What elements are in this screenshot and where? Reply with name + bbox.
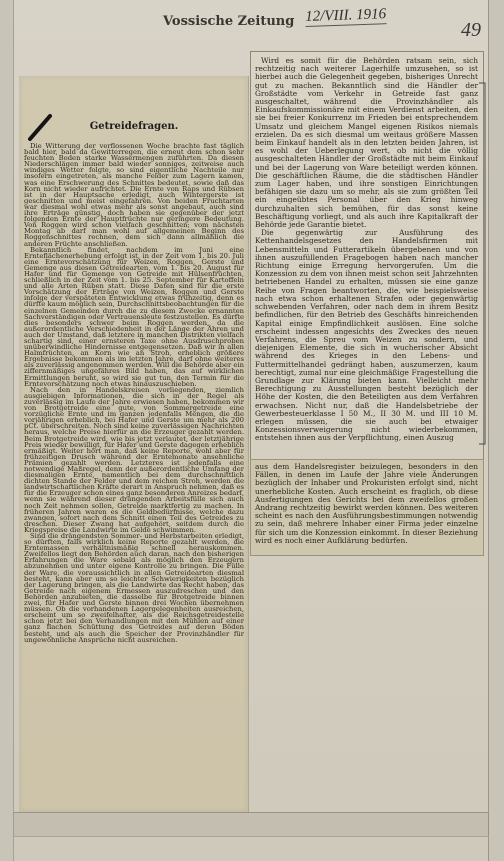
paragraph: Die gegenwärtig zur Ausführung des Kettenhandelsgesetzes den Handelsfirmen mit Lebensmitteln und Futterartikeln übergebenen und von ihnen auszufüllenden Fragebogen haben nach mancher Richtung einige Erregung hervorgerufen. Um die Konzession zu dem von ihnen meist schon seit Jahrzehnten betriebenen Handel zu erhalten, müssen sie eine ganze Reihe von Fragen beantworten, die, wie beispielsweise nach etwa schon erhaltenen Strafen oder gegenwärtig schwebenden Verfahren, oder nach dem in ihrem Besitz befindlichen, für den Betrieb des Geschäfts hinreichenden Kapital einige Empfindlichkeit auslösen. Eine solche erscheint indessen angesichts des Zweckes des neuen Verfahrens, die Spreu vom Weizen zu sondern, und diejenigen Elemente, die sich in wucherischer Absicht während des Krieges in den Lebens- und Futtermittelhandel gedrängt haben, auszumerzen, kaum berechtigt, zumal nur eine gleichmäßige Fragestellung die Grundlage zur Klärung bieten kann. Vielleicht mehr Berechtigung zu Ausstellungen besteht bezüglich der Höhe der Kosten, die den Beteiligten aus dem Verfahren erwachsen. Nicht nur, daß die Handelsbetriebe der Gewerbesteuerklasse I 50 M., II 30 M. und III 10 M. erlegen müssen, die sie auch bei etwaiger Konzessionsverweigerung nicht wiederbekommen, entstehen ihnen aus der Verpflichtung, einen Auszug: [255, 228, 478, 443]
handwritten-date: 12/VIII. 1916: [305, 6, 387, 25]
paragraph: Die Witterung der verflossenen Woche brachte fast täglich bald hier, bald da Gewitterregen, die erneut dem schon sehr feuchten Boden starke Wassermengen zuführten. Da diesen Niederschlägen immer bald wieder sonniges, zeitweise auch windiges Wetter folgte, so sind eigentliche Nachteile nur insofern eingetreten, als manche Felder zum Lagern kamen, was eine Erschwerung des Schnittes bedeutet, sowie daß das Korn nicht wieder aufrichtet. Die Ernte von Raps und Rübsen ist in der Hauptsache erledigt, auch Wintergerste ist geschnitten und meist eingefahren. Von beiden Fruchtarten war diesmal wohl etwas mehr als sonst angebaut, auch sind ihre Erträge günstig, doch haben sie gegenüber der jetzt folgenden Ernte der Hauptfrüchte nur geringere Bedeutung. Von Roggen wird schon vielfach geschnitten; vom nächsten Montag ab darf man wohl auf allgemeinen Beginn des Roggenschnittes rechnen, dem sich dann allmählich die anderen Früchte anschließen.: [24, 142, 244, 248]
fold-line: [13, 836, 489, 837]
paragraph: Nach den in Handelskreisen vorliegenden, ziemlich ausgiebigen Informationen, die sich in der Regel als zuverlässig im Laufe der Jahre erwiesen haben, bekommen wir von Brotgetreide eine gute, von Sommergetreide eine vorzügliche Ernte und im ganzen jedenfalls Mengen, die die vorjährigen erheblich, bei Hafer und Gerste um mehr als 200 pCt. überschreiten. Noch sind keine zuverlässigen Nachrichten heraus, welche Preise hierfür an die Erzeuger gezahlt werden. Beim Brotgetreide wird, wie bis jetzt verlautet, der letztjährige Preis wieder bewilligt, für Hafer und Gerste dagegen erheblich ermäßigt. Weiter hört man, daß keine Reporte, wohl aber für frühzeitigen Drusch während der Erntemonate ansehnliche Prämien gezahlt werden. Letzteres ist jedenfalls eine notwendige Maßregel, denn der außerordentliche Umfang der diesmaligen Ernte, namentlich bei dem durchschnittlich dichten Stande der Felder und dem reichen Stroh, werden die landwirtschaftlichen Kräfte derart in Anspruch nehmen, daß es für die Erzeuger schon eines ganz besonderen Anreizes bedarf, wenn sie während dieser drängenden Arbeitsfülle sich auch noch Zeit nehmen sollen, Getreide marktfertig zu machen. In früheren Jahren waren es die Geldbedürfnisse, welche dazu zwangen, sofort nach dem Schnitt einen Teil des Getreides zu dreschen. Dieser Zwang hat aufgehört, seitdem durch die Kriegspreise die Landwirte im Gelde schwimmen.: [24, 385, 244, 534]
margin-bracket-icon: [478, 82, 488, 446]
newspaper-masthead: Vossische Zeitung: [163, 14, 295, 29]
paragraph: Wird es somit für die Behörden ratsam sein, sich rechtzeitig nach weiterer Lagerhilfe umzusehen, so ist hierbei auch die Gelegenheit gegeben, bisheriges Unrecht gut zu machen. Bekanntlich sind die Händler der Großstädte vom Verkehr in Getreide fast ganz ausgeschaltet, während die Provinzhändler als Einkaufskommissionäre mit einem Verdienst arbeiten, den sie bei freier Konkurrenz im Frieden bei entsprechendem Umsatz und gleichem Mangel eigenen Risikos niemals erzielen. Da es sich diesmal um weitaus größere Massen beim Einkauf handelt als in den letzten beiden Jahren, ist es wohl der Ueberlegung wert, ob nicht die völlig ausgeschalteten Händler der Großstädte mit beim Einkauf und bei der Lagerung von Ware beteiligt werden können. Die geschäftlichen Räume, die die städtischen Händler zum Lager haben, und ihre sonstigen Einrichtungen befähigen sie dazu um so mehr, als sie zum größten Teil ein eingeübtes Personal über den Krieg hinweg durchzuhalten sich bemühen, für das sonst keine Beschäftigung vorliegt, und als auch ihre Kapitalkraft der Behörde jede Garantie bietet.: [255, 56, 478, 230]
paragraph: Bekanntlich findet, nachdem im Juni eine Ernteflächenerhebung erfolgt ist, in der Zeit vom 1. bis 20. Juli eine Erntevorschätzung für Weizen, Roggen, Gerste und Gemenge aus diesen Getreidearten, vom 1. bis 20. August für Hafer und für Gemenge von Getreide mit Hülsenfrüchten, schließlich in der Zeit vom 1. bis 25. September für Kartoffeln und alle Arten Rüben statt. Diese Daten sind für die erste Vorschätzung der Erträge von Weizen, Roggen und Gerste infolge der verspäteten Entwicklung etwas frühzeitig, denn es dürfte kaum möglich sein, Durchschnittsbeobachtungen für die einzelnen Gemeinden durch die zu diesem Zwecke ernannten Sachverständigen oder Vertrauensleute festzustellen. Es dürfte dies besonders schwer beim Roggen werden, da die außerordentliche Verschiedenheit in der Länge der Ähren und auch der Umstand, daß letztere in manchen Distrikten vielfach schartig sind, einer ernsteren Taxe ohne Ausdruschproben unüberwindliche Hindernisse entgegensetzen. Daß wir in allen Halmfrüchten, an Korn wie an Stroh, erheblich größere Ergebnisse bekommen als im letzten Jahre, darf ohne weiteres als zuverlässig angenommen werden. Will die Behörde aber ein ziffernmäßiges ungefähres Bild haben, das auf wirklichen Ermittlungen beruht, so wird sie gut tun, den Termin für die Erntevorschätzung noch etwas hinauszuschieben.: [24, 245, 244, 388]
paragraph: Sind die drängendsten Sommer- und Herbstarbeiten erledigt, so dürften, falls wirklich keine Reporte gezahlt werden, die Erntemassen verhältnismäßig schnell herauskommen. Zweifellos liegt den Behörden auch daran, nach den bisherigen Erfahrungen die Ware sobald als möglich den Erzeugern abzunehmen und unter eigene Kontrolle zu bringen. Die Fülle der Ware, die voraussichtlich in allen Getreidearten diesmal besteht, kann aber um so leichter Schwierigkeiten bezüglich der Lagerung bringen, als die Landwirte das Recht haben, das Getreide nach eigenem Ermessen auszudreschen und den Behörden anzubieten, die dasselbe für Brotgetreide binnen zwei, für Hafer und Gerste binnen drei Wochen übernehmen müssen. Ob die vorhandenen Lagergelegenheiten ausreichen, erscheint um so zweifelhafter, als die Reichsgetreidestelle schon jetzt bei den Verhandlungen mit den Mühlen auf einer ganz flachen Schüttung des Getreides auf deren Böden besteht, und als auch die Speicher der Provinzhändler für ungewöhnliche Ansprüche nicht ausreichen.: [24, 532, 244, 644]
left-column-text: [24, 143, 244, 643]
paragraph-continuation: aus dem Handelsregister beizulegen, besonders in den Fällen, in denen im Laufe der Jahre viele Änderungen bezüglich der Inhaber und Prokuristen erfolgt sind, nicht unerhebliche Kosten. Auch erscheint es fraglich, ob diese Ausfertigungen des Gerichts bei dem zweifellos großen Andrang rechtzeitig bewirkt werden können. Des weiteren scheint es nach den Ausführungsbestimmungen notwendig zu sein, daß mehrere Inhaber einer Firma jeder einzelne für sich um die Konzession einkommt. In dieser Beziehung wird es noch einer Aufklärung bedürfen.: [255, 462, 478, 545]
article-title: Getreidefragen.: [89, 121, 179, 132]
right-bottom-column-text: [255, 463, 478, 545]
right-top-column-text: [255, 57, 478, 443]
fold-line: [13, 812, 489, 813]
fold-shadow: [13, 813, 489, 836]
handwritten-page-number: 49: [461, 19, 481, 41]
